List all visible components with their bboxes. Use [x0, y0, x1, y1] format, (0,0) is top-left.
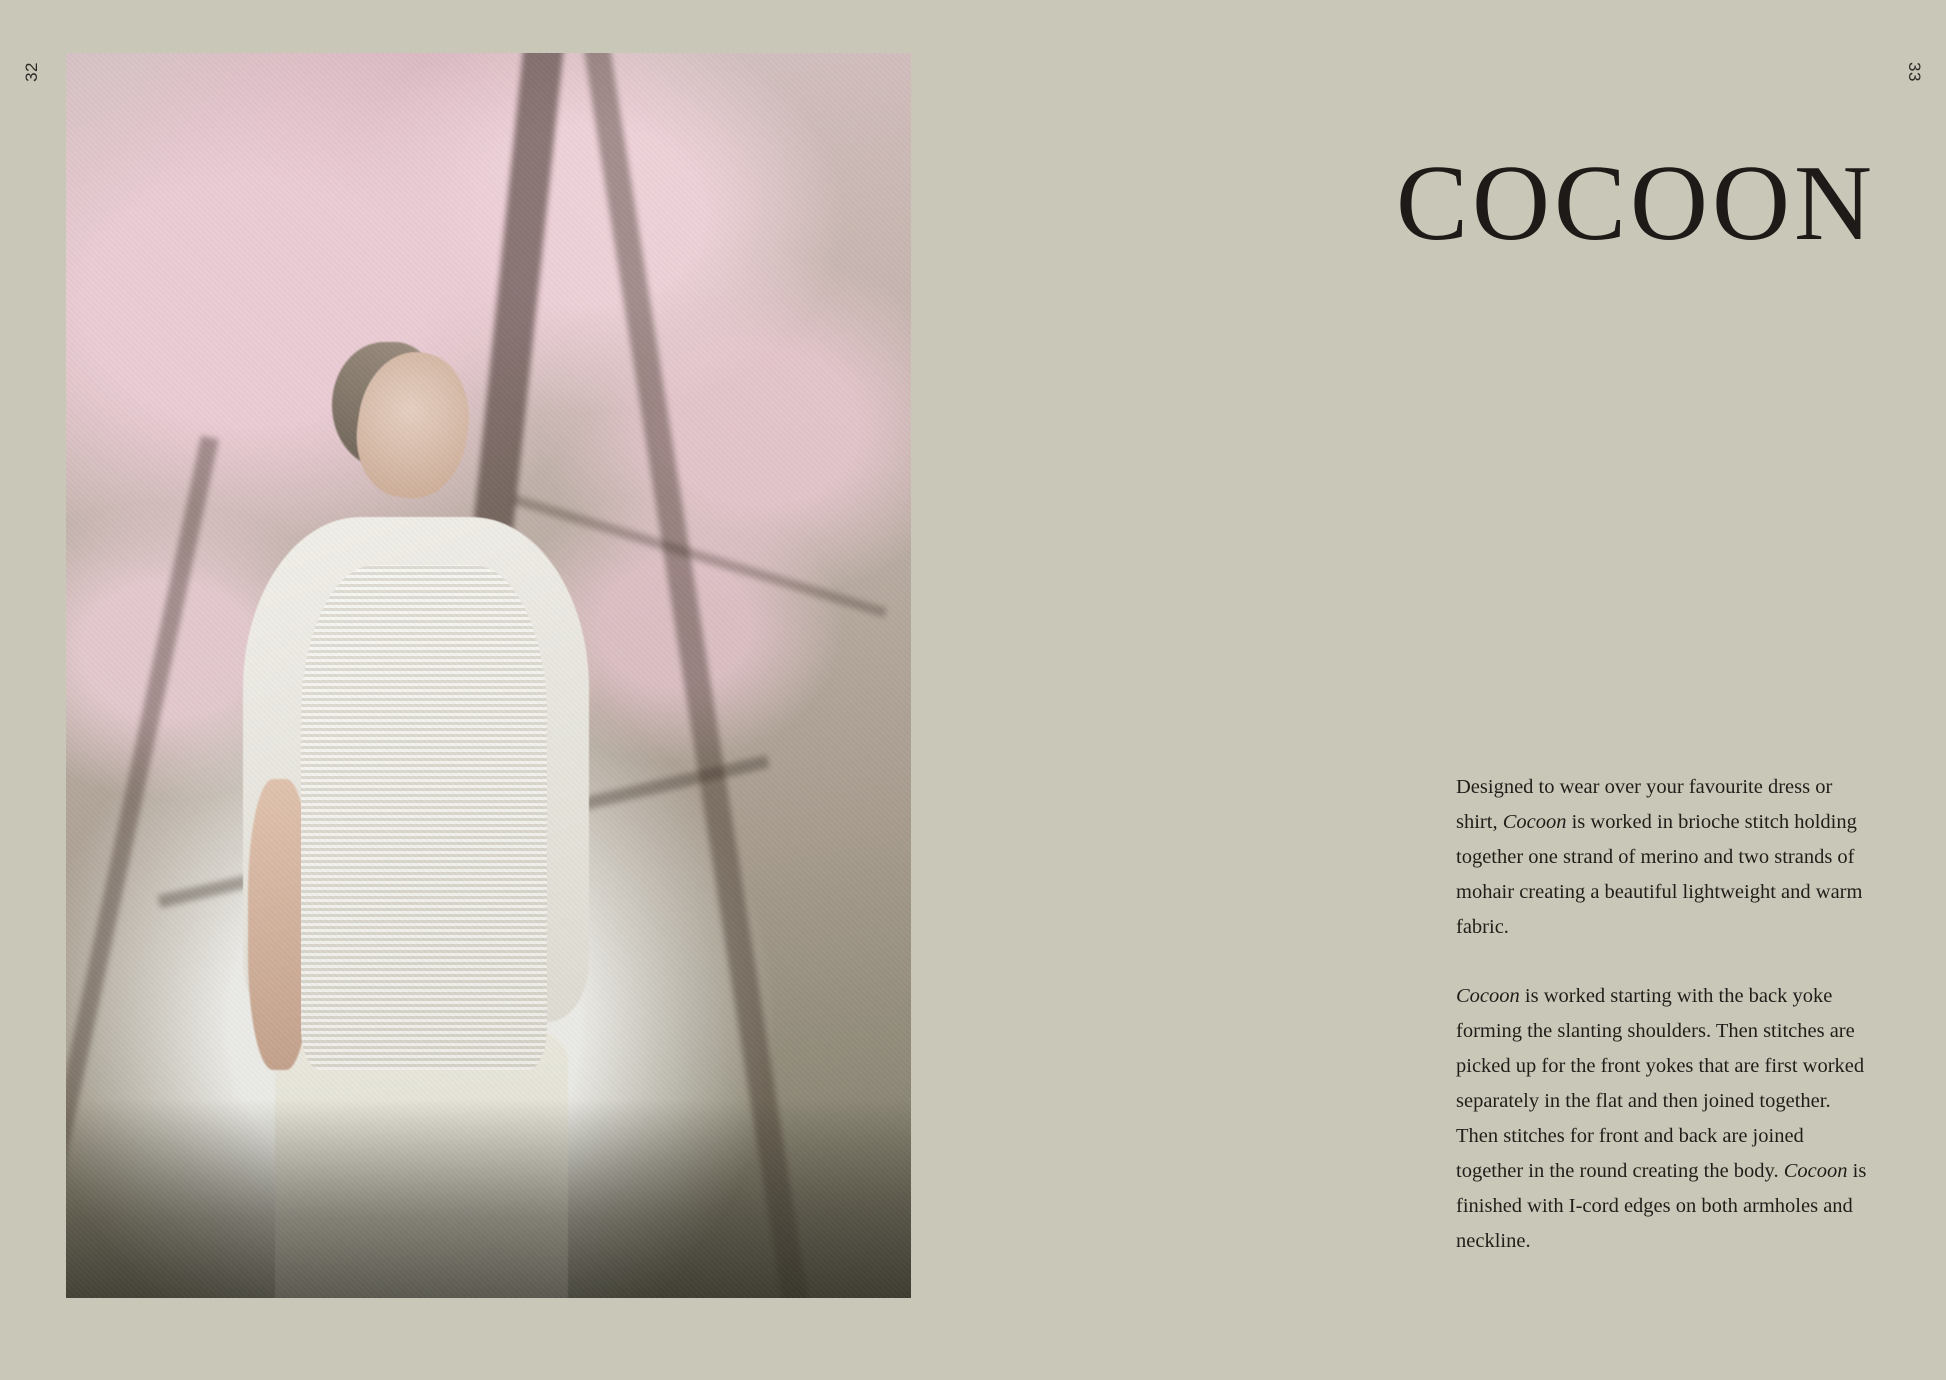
page-number-right: 33: [1905, 62, 1924, 82]
photo-foreground-shadow: [66, 1099, 911, 1298]
pattern-name: Cocoon: [1783, 1160, 1848, 1182]
page-number-left: 32: [22, 62, 41, 82]
pattern-description: [1456, 770, 1868, 1259]
model-knitted-vest: [301, 565, 547, 1070]
pattern-name: Cocoon: [1502, 811, 1567, 833]
page-title: COCOON: [1395, 144, 1876, 264]
cocoon-photo: [66, 53, 911, 1298]
paragraph: [1456, 770, 1868, 945]
paragraph: [1456, 979, 1868, 1259]
text-run: is worked in brioche stitch holding together one strand of merino and two strands of mohair creating a beautiful lightweight and warm fabric.: [1456, 811, 1863, 938]
text-run: is worked starting with the back yoke forming the slanting shoulders. Then stitches are picked up for the front yokes that are first worked separately in the flat and then joined together. Then stitches for front and back are joined together in the round creating the body.: [1456, 985, 1865, 1182]
pattern-name: Cocoon: [1456, 985, 1520, 1007]
text-run: is finished with I-cord edges on both armholes and neckline.: [1456, 1160, 1867, 1252]
text-run: Designed to wear over your favourite dress or shirt,: [1456, 776, 1833, 833]
